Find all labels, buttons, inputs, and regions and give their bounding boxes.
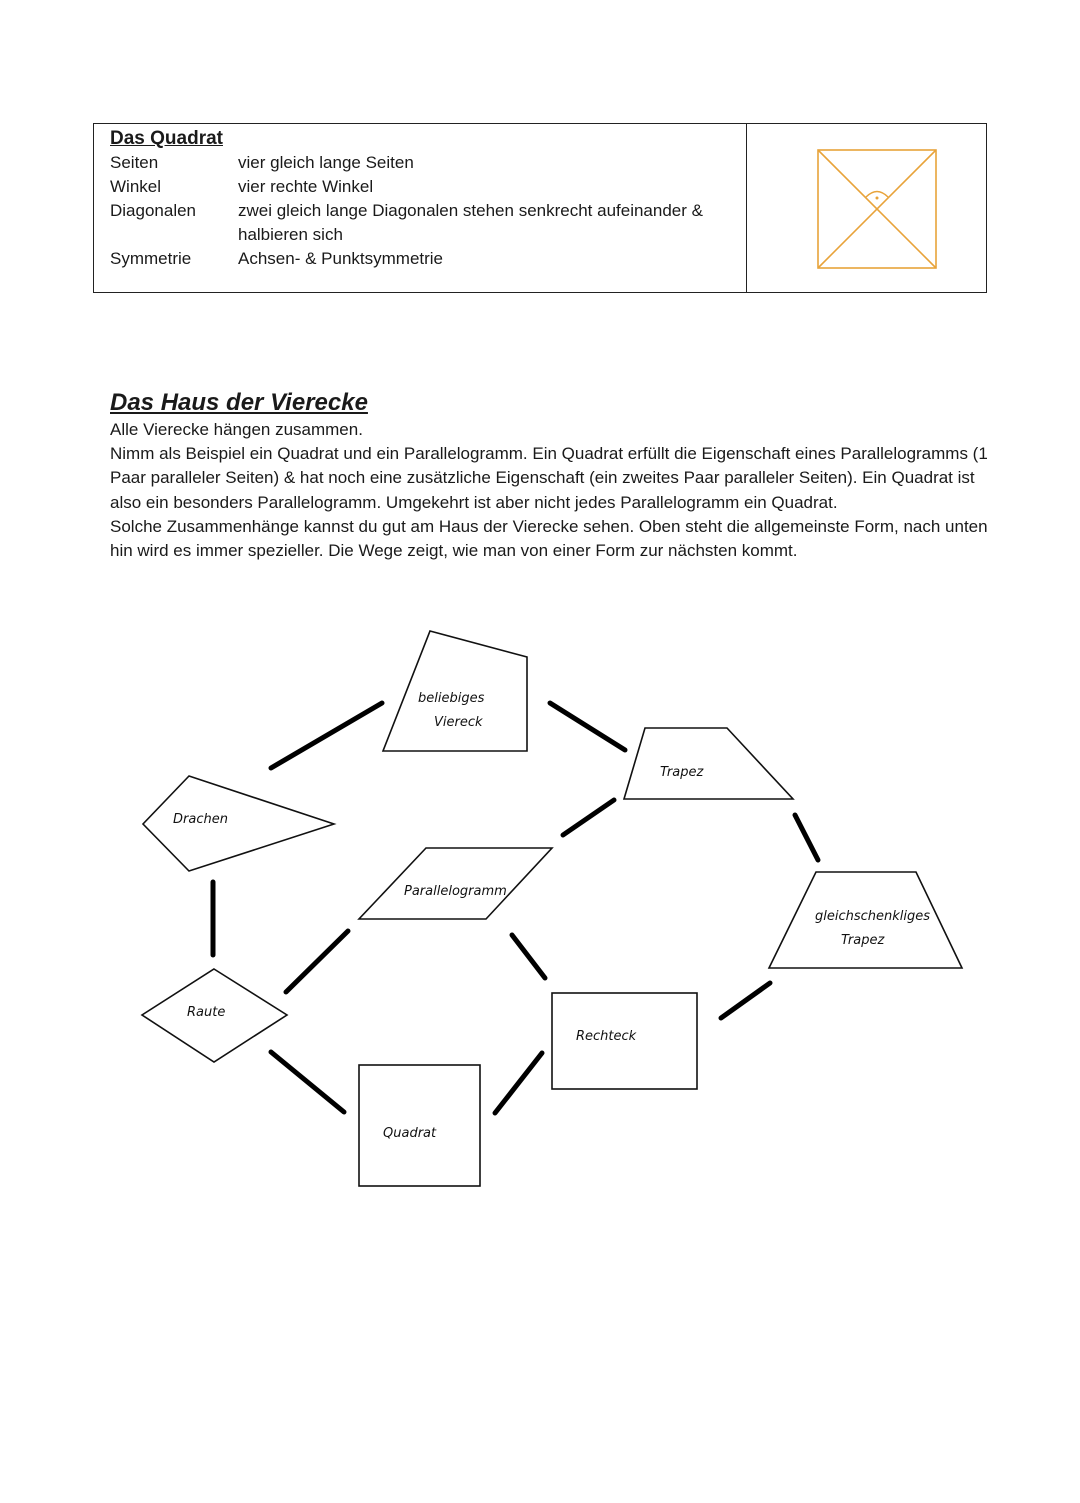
shape-parallelogramm <box>359 848 552 919</box>
paragraph: Nimm als Beispiel ein Quadrat und ein Parallelogramm. Ein Quadrat erfüllt die Eigenschaft eines Parallelogramms (1 Paar paralleler Seiten) & hat noch eine zusätzliche Eigenschaft (ein zweites Paar paralleler Seiten). Ein Quadrat ist also ein besonders Parallelogramm. Umgekehrt ist aber nicht jedes Parallelogramm ein Quadrat. <box>110 444 988 512</box>
property-key: Winkel <box>110 177 162 196</box>
label-parallelogramm: Parallelogramm <box>404 884 507 899</box>
trapezoid-shape <box>624 728 793 799</box>
label-raute: Raute <box>187 1005 226 1020</box>
edge-trapez-gleichschenklig <box>795 815 818 860</box>
property-value: vier rechte Winkel <box>238 177 374 196</box>
property-key: Diagonalen <box>110 201 197 220</box>
label-rechteck: Rechteck <box>576 1029 637 1044</box>
shape-beliebiges-viereck <box>383 631 527 751</box>
property-key: Symmetrie <box>110 249 192 268</box>
paragraph: Solche Zusammenhänge kannst du gut am Haus der Vierecke sehen. Oben steht die allgemeinste Form, nach unten hin wird es immer spezieller. Die Wege zeigt, wie man von einer Form zur nächsten kommt. <box>110 516 988 561</box>
edge-rechteck-quadrat <box>495 1053 542 1113</box>
kite-shape <box>143 776 334 871</box>
shape-rechteck <box>552 993 697 1089</box>
paragraph: Alle Vierecke hängen zusammen. <box>110 420 363 439</box>
edge-gleichschenklig-rechteck <box>721 983 770 1018</box>
property-value: vier gleich lange Seiten <box>238 153 414 172</box>
label-gleichschenkliges: gleichschenkliges <box>815 909 931 924</box>
label-quadrat: Quadrat <box>383 1126 437 1141</box>
label-viereck: Viereck <box>434 715 483 730</box>
property-key: Seiten <box>110 153 159 172</box>
shape-quadrat <box>359 1065 480 1186</box>
label-drachen: Drachen <box>173 812 228 827</box>
quadrat-title: Das Quadrat <box>110 128 223 149</box>
property-value: Achsen- & Punktsymmetrie <box>238 249 444 268</box>
edge-drachen-viereck <box>271 703 382 768</box>
label-beliebiges: beliebiges <box>418 691 485 706</box>
section-title: Das Haus der Vierecke <box>110 389 368 416</box>
shape-trapez <box>624 728 793 799</box>
shape-drachen <box>143 776 334 871</box>
label-trapez: Trapez <box>660 765 704 780</box>
edge-parallelogramm-rechteck <box>512 935 545 978</box>
shape-gleichschenkliges-trapez <box>769 872 962 968</box>
property-value: zwei gleich lange Diagonalen stehen senkrecht aufeinander & <box>238 201 703 220</box>
property-value: halbieren sich <box>238 225 343 244</box>
edge-raute-quadrat <box>271 1052 344 1112</box>
label-trapez-2: Trapez <box>841 933 885 948</box>
edge-trapez-parallelogramm <box>563 800 614 835</box>
edge-raute-parallelogramm <box>286 931 348 992</box>
shape-raute <box>142 969 287 1062</box>
edge-viereck-trapez <box>550 703 625 750</box>
